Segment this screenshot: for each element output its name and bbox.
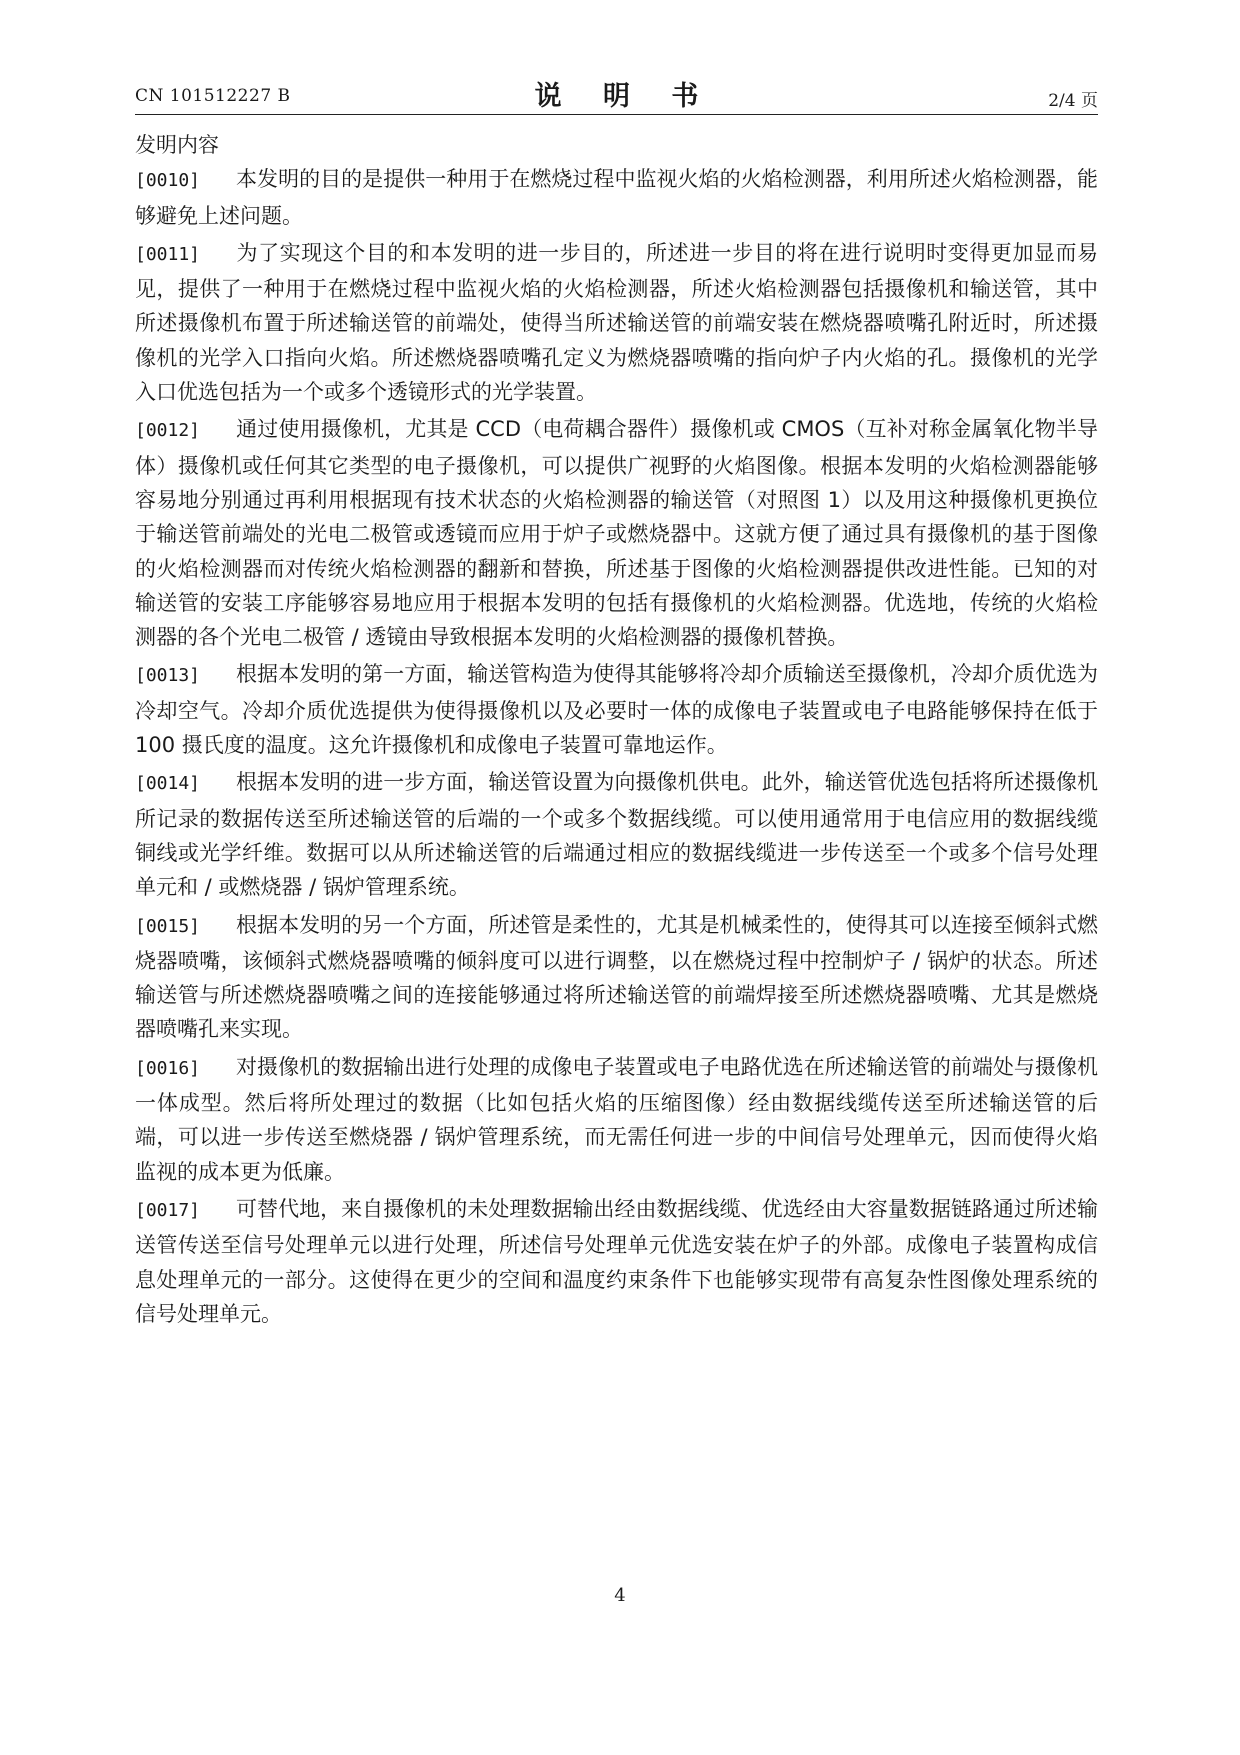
- paragraph-0017: [135, 1192, 1098, 1331]
- paragraph-text: 根据本发明的另一个方面，所述管是柔性的，尤其是机械柔性的，使得其可以连接至倾斜式燃烧器喷嘴，该倾斜式燃烧器喷嘴的倾斜度可以进行调整，以在燃烧过程中控制炉子 / 锅炉的状态。所述输送管与所述燃烧器喷嘴之间的连接能够通过将所述输送管的前端焊接至所述燃烧器喷嘴、尤其是燃烧器喷嘴孔来实现。: [135, 912, 1098, 1042]
- document-title: 说 明 书: [534, 81, 715, 112]
- paragraph-text: 通过使用摄像机，尤其是 CCD（电荷耦合器件）摄像机或 CMOS（互补对称金属氧化物半导体）摄像机或任何其它类型的电子摄像机，可以提供广视野的火焰图像。根据本发明的火焰检测器能够容易地分别通过再利用根据现有技术状态的火焰检测器的输送管（对照图 1）以及用这种摄像机更换位于输送管前端处的光电二极管或透镜而应用于炉子或燃烧器中。这就方便了通过具有摄像机的基于图像的火焰检测器而对传统火焰检测器的翻新和替换，所述基于图像的火焰检测器提供改进性能。已知的对输送管的安装工序能够容易地应用于根据本发明的包括有摄像机的火焰检测器。优选地，传统的火焰检测器的各个光电二极管 / 透镜由导致根据本发明的火焰检测器的摄像机替换。: [135, 417, 1098, 650]
- paragraph-number: [0013]: [135, 665, 201, 687]
- paragraph-number: [0012]: [135, 420, 201, 442]
- paragraph-number: [0011]: [135, 243, 201, 265]
- paragraph-number: [0017]: [135, 1199, 201, 1221]
- page-of-count: 2/4 页: [1048, 91, 1098, 111]
- paragraph-number: [0010]: [135, 170, 201, 192]
- paragraph-0015: [135, 908, 1098, 1047]
- paragraph-text: 对摄像机的数据输出进行处理的成像电子装置或电子电路优选在所述输送管的前端处与摄像机一体成型。然后将所处理过的数据（比如包括火焰的压缩图像）经由数据线缆传送至所述输送管的后端，可以进一步传送至燃烧器 / 锅炉管理系统，而无需任何进一步的中间信号处理单元，因而使得火焰监视的成本更为低廉。: [135, 1054, 1098, 1184]
- paragraph-0016: [135, 1050, 1098, 1189]
- document-number: CN 101512227 B: [135, 86, 291, 106]
- paragraph-0010: [135, 162, 1098, 233]
- paragraph-0013: [135, 657, 1098, 762]
- paragraph-0012: [135, 412, 1098, 654]
- paragraph-text: 为了实现这个目的和本发明的进一步目的，所述进一步目的将在进行说明时变得更加显而易见，提供了一种用于在燃烧过程中监视火焰的火焰检测器，所述火焰检测器包括摄像机和输送管，其中所述摄像机布置于所述输送管的前端处，使得当所述输送管的前端安装在燃烧器喷嘴孔附近时，所述摄像机的光学入口指向火焰。所述燃烧器喷嘴孔定义为燃烧器喷嘴的指向炉子内火焰的孔。摄像机的光学入口优选包括为一个或多个透镜形式的光学装置。: [135, 240, 1098, 405]
- document-body: [135, 128, 1098, 1334]
- section-title: 发明内容: [135, 133, 219, 157]
- paragraph-text: 根据本发明的第一方面，输送管构造为使得其能够将冷却介质输送至摄像机，冷却介质优选为冷却空气。冷却介质优选提供为使得摄像机以及必要时一体的成像电子装置或电子电路能够保持在低于 100 摄氏度的温度。这允许摄像机和成像电子装置可靠地运作。: [135, 662, 1098, 758]
- header-rule: [135, 114, 1098, 115]
- paragraph-number: [0014]: [135, 773, 201, 795]
- paragraph-number: [0016]: [135, 1057, 201, 1079]
- paragraph-text: 可替代地，来自摄像机的未处理数据输出经由数据线缆、优选经由大容量数据链路通过所述输送管传送至信号处理单元以进行处理，所述信号处理单元优选安装在炉子的外部。成像电子装置构成信息处理单元的一部分。这使得在更少的空间和温度约束条件下也能够实现带有高复杂性图像处理系统的信号处理单元。: [135, 1196, 1098, 1326]
- paragraph-text: 本发明的目的是提供一种用于在燃烧过程中监视火焰的火焰检测器，利用所述火焰检测器，能够避免上述问题。: [135, 167, 1098, 228]
- page-header: [135, 72, 1098, 112]
- paragraph-text: 根据本发明的进一步方面，输送管设置为向摄像机供电。此外，输送管优选包括将所述摄像机所记录的数据传送至所述输送管的后端的一个或多个数据线缆。可以使用通常用于电信应用的数据线缆铜线或光学纤维。数据可以从所述输送管的后端通过相应的数据线缆进一步传送至一个或多个信号处理单元和 / 或燃烧器 / 锅炉管理系统。: [135, 770, 1098, 900]
- paragraph-0011: [135, 236, 1098, 409]
- paragraph-number: [0015]: [135, 915, 201, 937]
- paragraph-0014: [135, 765, 1098, 904]
- page-number: 4: [614, 1585, 626, 1606]
